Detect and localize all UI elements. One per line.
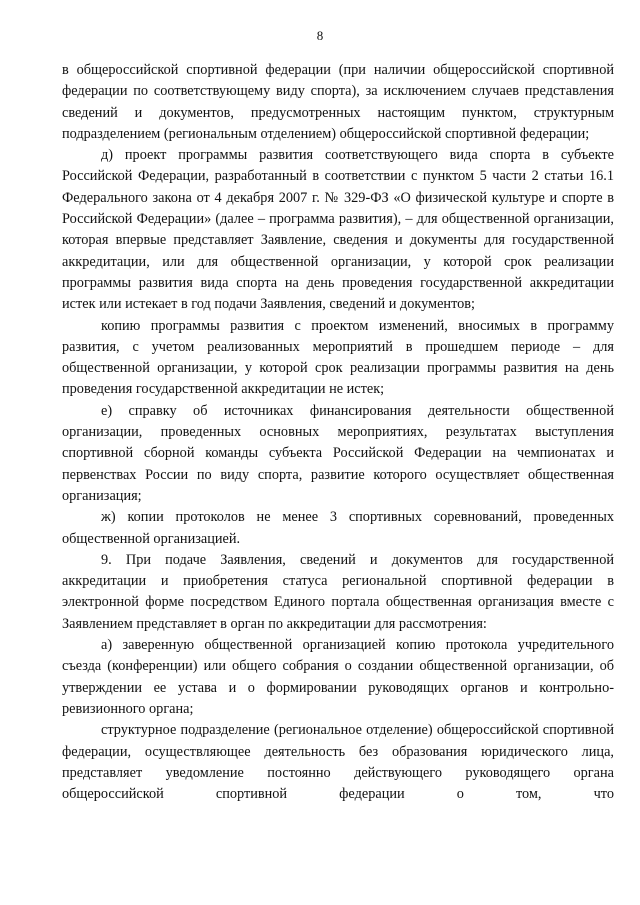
paragraph-a-founding-protocol: а) заверенную общественной организацией копию протокола учредительного съезда (конференции) или общего собрания о создании общественной организации, об утверждении ее устава и о формировании руководящих органов и контрольно-ревизионного органа;: [62, 637, 614, 717]
paragraph-9-electronic-submission: 9. При подаче Заявления, сведений и документов для государственной аккредитации и приобретения статуса региональной спортивной федерации в электронной форме посредством Единого портала общественная организация вместе с Заявлением представляет в орган по аккредитации для рассмотрения:: [62, 551, 614, 632]
document-body: [62, 60, 614, 805]
paragraph-program-copy: копию программы развития с проектом изменений, вносимых в программу развития, с учетом реализованных мероприятий в прошедшем периоде – для общественной организации, у которой срок реализации программы развития на день проведения государственной аккредитации не истек;: [62, 317, 614, 398]
page-number: 8: [316, 28, 324, 43]
paragraph-e-financing-certificate: е) справку об источниках финансирования деятельности общественной организации, проведенных основных мероприятиях, результатах выступления спортивной сборной команды субъекта Российской Федерации на чемпионатах и первенствах России по виду спорта, развитие которого осуществляет общественная организация;: [62, 402, 614, 504]
paragraph-zh-competition-protocols: ж) копии протоколов не менее 3 спортивных соревнований, проведенных общественной организацией.: [62, 509, 614, 547]
paragraph-structural-subdivision: структурное подразделение (региональное отделение) общероссийской спортивной федерации, осуществляющее деятельность без образования юридического лица, представляет уведомление постоянно действующего руководящего органа общероссийской спортивной федерации о том, что: [62, 722, 614, 803]
paragraph-d-development-program: д) проект программы развития соответствующего вида спорта в субъекте Российской Федерации, разработанный в соответствии с пунктом 5 части 2 статьи 16.1 Федерального закона от 4 декабря 2007 г. № 329-ФЗ «О физической культуре и спорте в Российской Федерации» (далее – программа развития), – для общественной организации, которая впервые представляет Заявление, сведения и документы для государственной аккредитации, или для общественной организации, у которой срок реализации программы развития вида спорта на день проведения государственной аккредитации истек или истекает в год подачи Заявления, сведений и документов;: [62, 147, 614, 313]
paragraph-federation-continuation: в общероссийской спортивной федерации (при наличии общероссийской спортивной федерации по соответствующему виду спорта), за исключением случаев представления сведений и документов, предусмотренных настоящим пунктом, структурным подразделением (региональным отделением) общероссийской спортивной федерации;: [62, 62, 614, 142]
